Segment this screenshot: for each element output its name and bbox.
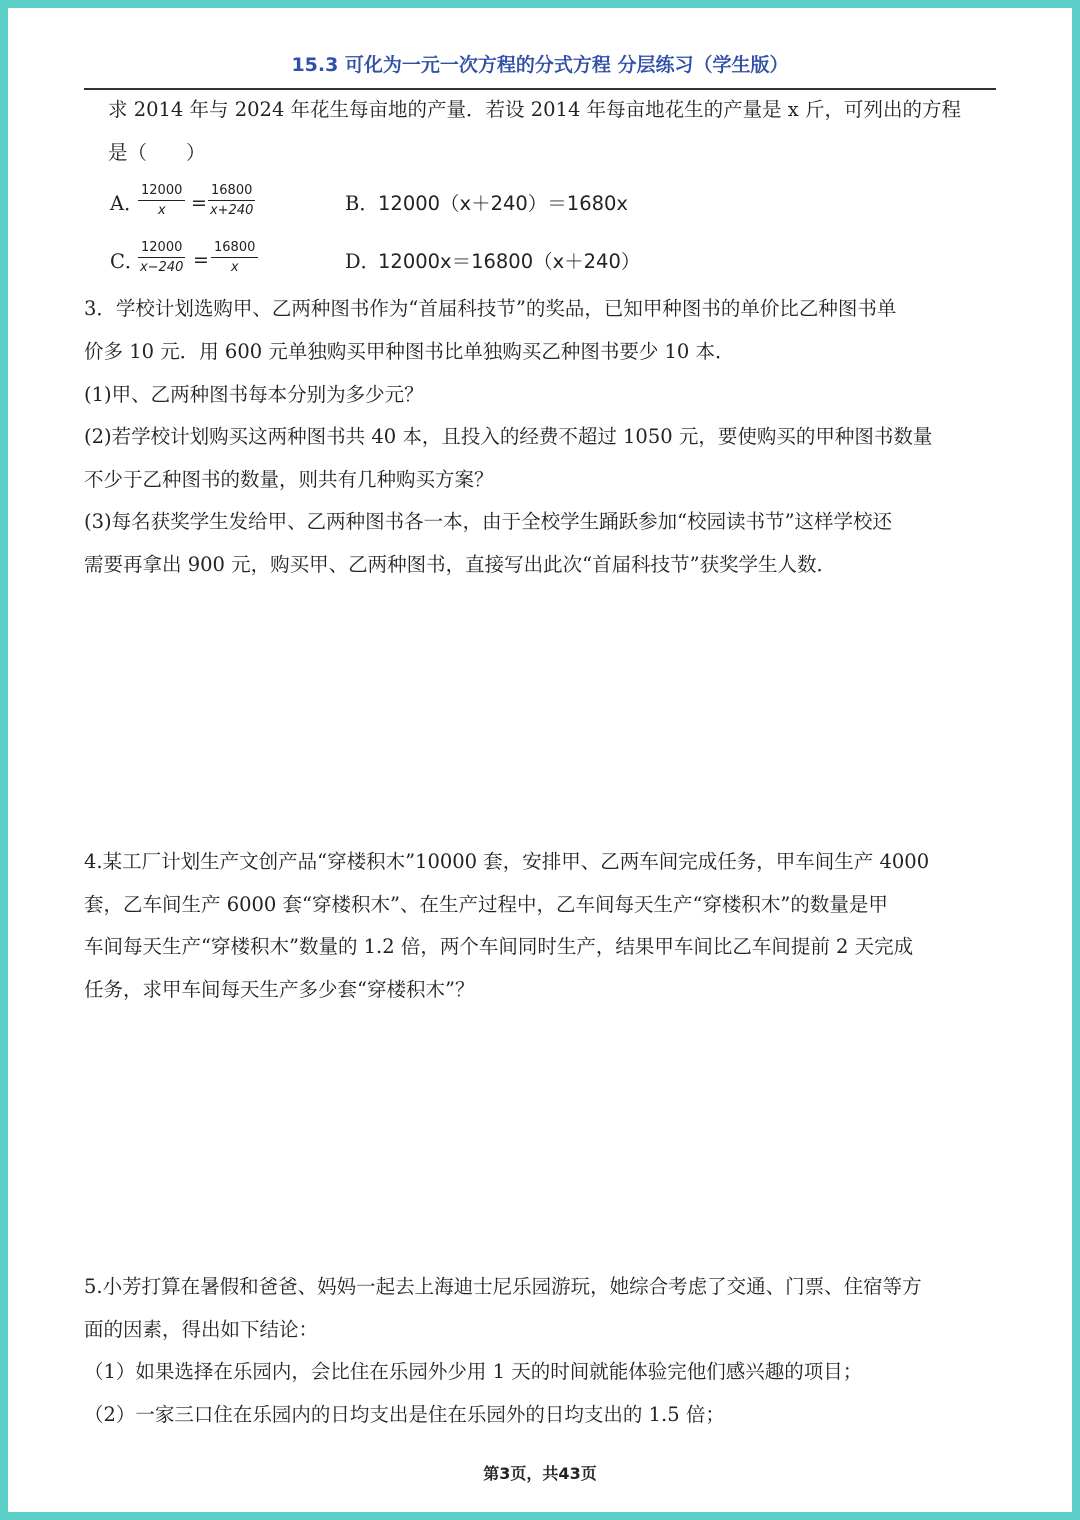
option-a-denominator-left: x — [157, 203, 166, 218]
q5-line-4: （2）一家三口住在乐园内的日均支出是住在乐园外的日均支出的 1.5 倍； — [84, 1403, 725, 1426]
q4-line-2: 套，乙车间生产 6000 套“穿楼积木”、在生产过程中，乙车间每天生产“穿楼积木”的数量是甲 — [84, 893, 888, 916]
option-d-expression: 12000x＝16800（x＋240） — [378, 250, 641, 273]
option-c-numerator-left: 12000 — [138, 240, 185, 258]
q3-line-7: 需要再拿出 900 元，购买甲、乙两种图书，直接写出此次“首届科技节”获奖学生人数． — [84, 553, 837, 576]
option-c-equals: = — [193, 249, 209, 271]
option-c-denominator-left: x−240 — [139, 260, 184, 275]
option-b-label: B． — [345, 192, 379, 215]
page-title: 15.3 可化为一元一次方程的分式方程 分层练习（学生版） — [291, 54, 789, 76]
q4-line-3: 车间每天生产“穿楼积木”数量的 1.2 倍，两个车间同时生产，结果甲车间比乙车间提前 2 天完成 — [84, 935, 914, 958]
option-c-label: C． — [110, 250, 145, 273]
option-c-numerator-right: 16800 — [211, 240, 258, 258]
option-a-fraction-left — [138, 183, 185, 218]
option-a-equals: = — [191, 192, 207, 214]
option-a-numerator-left: 12000 — [138, 183, 185, 201]
option-a-label: A． — [110, 192, 144, 215]
q3-line-6: (3)每名获奖学生发给甲、乙两种图书各一本，由于全校学生踊跃参加“校园读书节”这样学校还 — [84, 510, 893, 533]
q5-line-3: （1）如果选择在乐园内，会比住在乐园外少用 1 天的时间就能体验完他们感兴趣的项目； — [84, 1360, 863, 1383]
option-a-fraction-right — [208, 183, 255, 218]
page-number: 第3页，共43页 — [483, 1464, 597, 1483]
option-b-expression: 12000（x＋240）＝1680x — [378, 192, 628, 215]
option-a-numerator-right: 16800 — [208, 183, 255, 201]
q3-line-1: 3．学校计划选购甲、乙两种图书作为“首届科技节”的奖品，已知甲种图书的单价比乙种图书单 — [84, 297, 897, 320]
header-divider — [84, 88, 996, 90]
option-c-denominator-right: x — [230, 260, 239, 275]
option-c-fraction-right — [211, 240, 258, 275]
q3-line-4: (2)若学校计划购买这两种图书共 40 本，且投入的经费不超过 1050 元，要使购买的甲种图书数量 — [84, 425, 933, 448]
document-page — [8, 8, 1072, 1512]
option-a-denominator-right: x+240 — [209, 203, 254, 218]
q3-line-3: (1)甲、乙两种图书每本分别为多少元？ — [84, 383, 424, 406]
q3-line-2: 价多 10 元．用 600 元单独购买甲种图书比单独购买乙种图书要少 10 本． — [84, 340, 735, 363]
q2-line-1: 求 2014 年与 2024 年花生每亩地的产量．若设 2014 年每亩地花生的产量是 x 斤，可列出的方程 — [108, 98, 961, 121]
q5-line-1: 5.小芳打算在暑假和爸爸、妈妈一起去上海迪士尼乐园游玩，她综合考虑了交通、门票、住宿等方 — [84, 1275, 922, 1298]
option-d-label: D． — [345, 250, 381, 273]
q4-line-1: 4.某工厂计划生产文创产品“穿楼积木”10000 套，安排甲、乙两车间完成任务，甲车间生产 4000 — [84, 850, 930, 873]
q5-line-2: 面的因素，得出如下结论： — [84, 1318, 319, 1341]
option-c-fraction-left — [138, 240, 185, 275]
q3-line-5: 不少于乙种图书的数量，则共有几种购买方案？ — [84, 468, 494, 491]
q4-line-4: 任务，求甲车间每天生产多少套“穿楼积木”？ — [84, 978, 475, 1001]
q2-line-2: 是（ ） — [108, 141, 206, 164]
